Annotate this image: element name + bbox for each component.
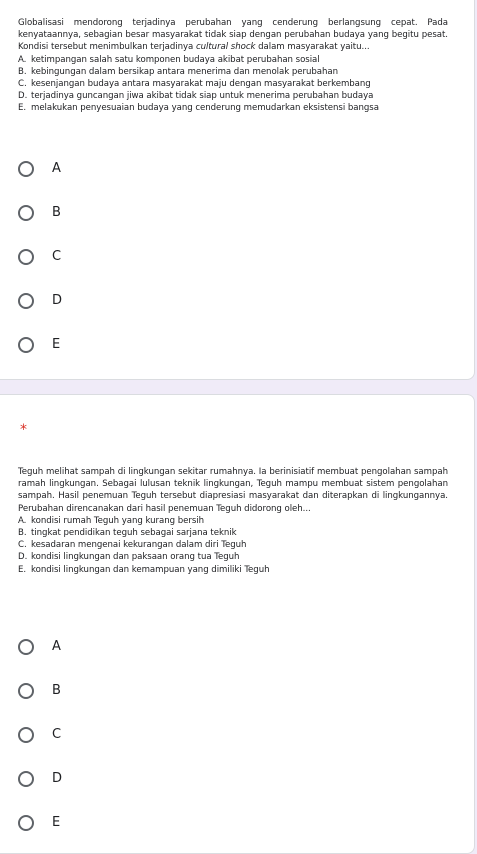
question-card-1 [0, 0, 475, 380]
radio-circle-icon[interactable] [18, 161, 34, 177]
choice-item: D. terjadinya guncangan jiwa akibat tidak siap untuk menerima perubahan budaya [18, 91, 374, 102]
question-card-2 [0, 394, 475, 854]
choice-item: E. melakukan penyesuaian budaya yang cenderung memudarkan eksistensi bangsa [18, 103, 379, 114]
choice-item: B. kebingungan dalam bersikap antara menerima dan menolak perubahan [18, 66, 338, 77]
radio-circle-icon[interactable] [18, 815, 34, 831]
radio-option-c[interactable]: C [18, 235, 62, 279]
radio-option-e[interactable]: E [18, 801, 62, 845]
question-stem: Teguh melihat sampah di lingkungan sekitar rumahnya. Ia berinisiatif membuat pengolahan sampah ramah lingkungan. Sebagai lulusan teknik lingkungan, Teguh mampu membuat sistem pengolahan sampah. Hasil penemuan Teguh tersebut diapresiasi masyarakat dan diterapkan di lingkungannya. Perubahan direncanakan dari hasil penemuan Teguh didorong oleh... [18, 467, 448, 514]
question-text [18, 17, 448, 115]
radio-group [18, 147, 62, 367]
choice-item: A. ketimpangan salah satu komponen budaya akibat perubahan sosial [18, 54, 320, 65]
radio-option-b[interactable]: B [18, 191, 62, 235]
radio-option-a[interactable]: A [18, 147, 62, 191]
answer-choices-list [18, 54, 448, 115]
radio-option-d[interactable]: D [18, 757, 62, 801]
choice-item: C. kesadaran mengenai kekurangan dalam diri Teguh [18, 540, 247, 551]
choice-item: D. kondisi lingkungan dan paksaan orang tua Teguh [18, 552, 240, 563]
radio-circle-icon[interactable] [18, 683, 34, 699]
radio-circle-icon[interactable] [18, 337, 34, 353]
radio-option-d[interactable]: D [18, 279, 62, 323]
choice-item: E. kondisi lingkungan dan kemampuan yang dimiliki Teguh [18, 564, 270, 575]
choice-item: B. tingkat pendidikan teguh sebagai sarjana teknik [18, 528, 237, 539]
radio-option-e[interactable]: E [18, 323, 62, 367]
radio-circle-icon[interactable] [18, 771, 34, 787]
radio-option-a[interactable]: A [18, 625, 62, 669]
required-asterisk: * [20, 422, 27, 438]
radio-circle-icon[interactable] [18, 205, 34, 221]
radio-option-c[interactable]: C [18, 713, 62, 757]
choice-item: C. kesenjangan budaya antara masyarakat maju dengan masyarakat berkembang [18, 79, 371, 90]
radio-circle-icon[interactable] [18, 727, 34, 743]
question-stem: Globalisasi mendorong terjadinya perubahan yang cenderung berlangsung cepat. Pada kenyataannya, sebagian besar masyarakat tidak siap dengan perubahan budaya yang begitu pesat. Kondisi tersebut menimbulkan terjadinya cultural shock dalam masyarakat yaitu... [18, 18, 448, 53]
choice-item: A. kondisi rumah Teguh yang kurang bersih [18, 515, 205, 526]
radio-circle-icon[interactable] [18, 293, 34, 309]
radio-option-b[interactable]: B [18, 669, 62, 713]
radio-circle-icon[interactable] [18, 249, 34, 265]
question-text [18, 466, 448, 576]
answer-choices-list [18, 515, 448, 576]
radio-circle-icon[interactable] [18, 639, 34, 655]
radio-group [18, 625, 62, 845]
